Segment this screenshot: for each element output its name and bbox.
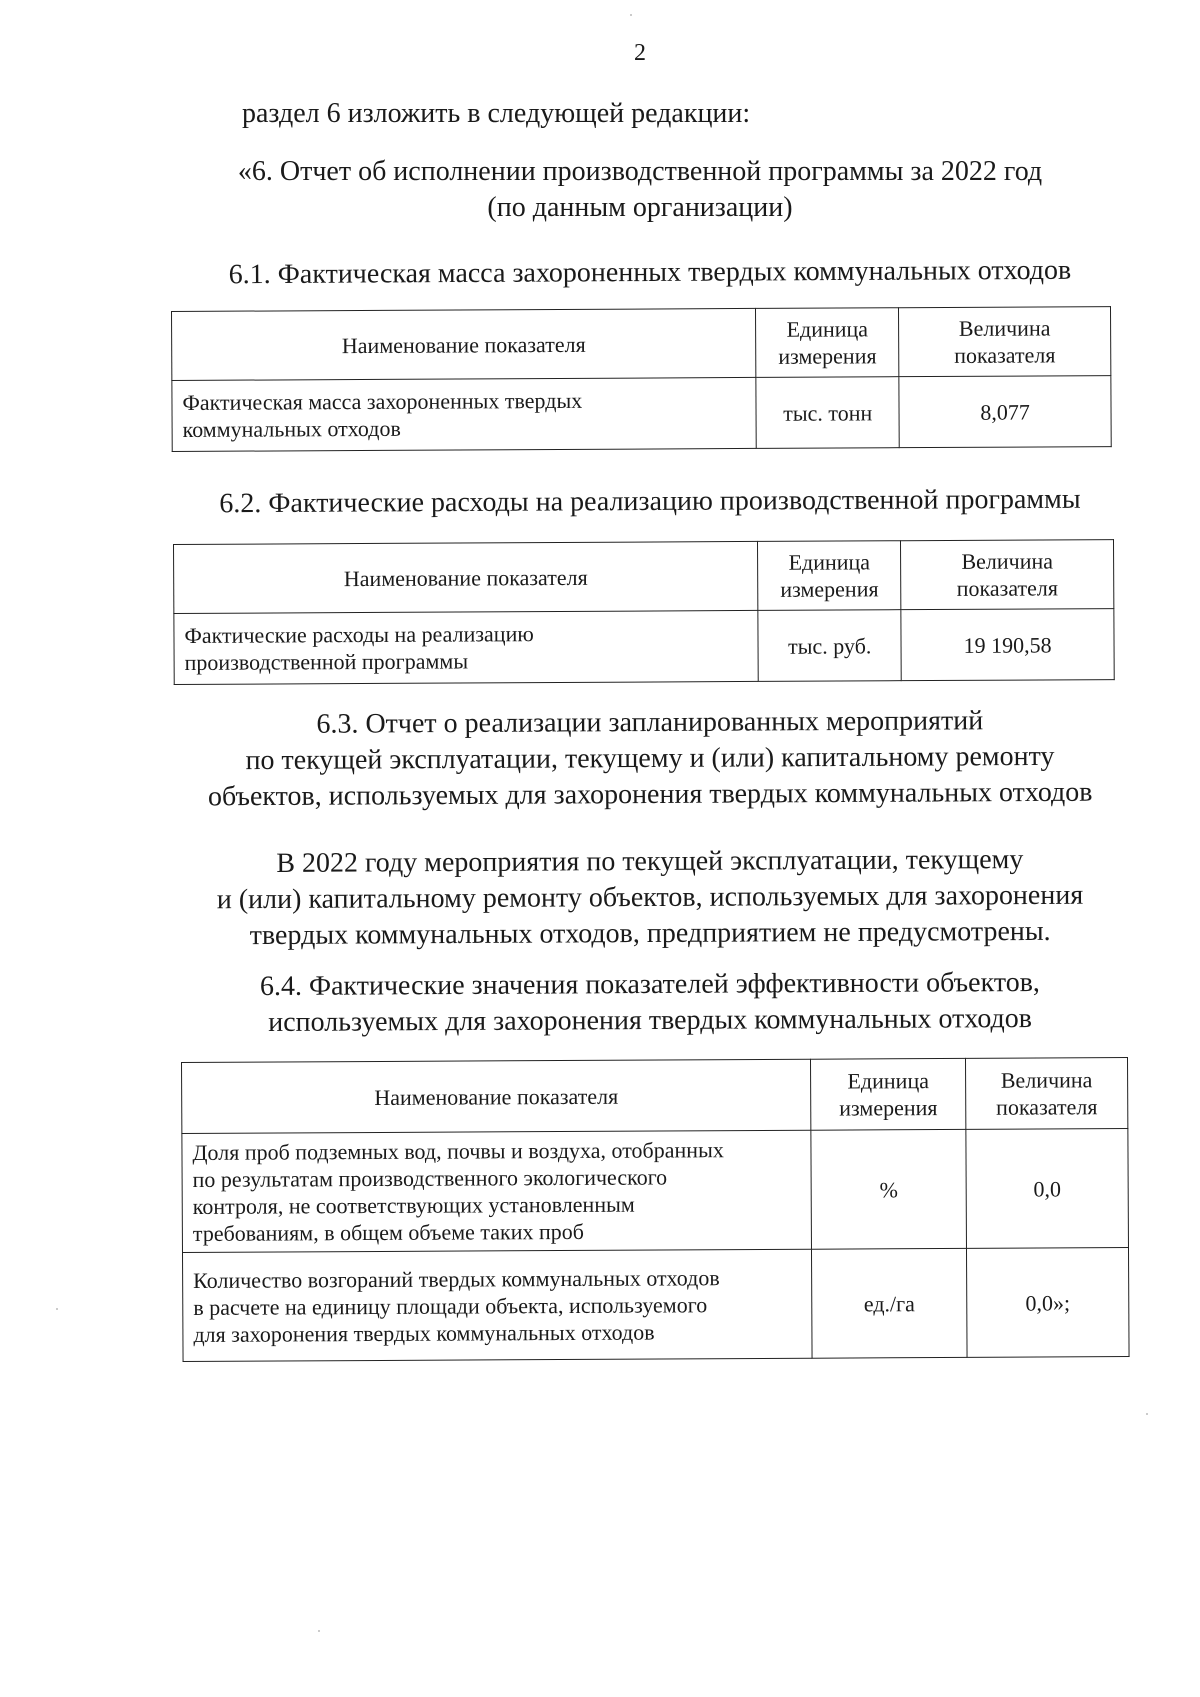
row-value: 0,0»; — [967, 1248, 1130, 1358]
subsection-6-3-title-line1: 6.3. Отчет о реализации запланированных мероприятий — [316, 705, 984, 740]
section-title-line1: «6. Отчет об исполнении производственной программы за 2022 год — [237, 156, 1043, 187]
section-title — [0, 154, 1200, 226]
header-unit-line1: Единица — [847, 1068, 930, 1094]
subsection-6-2-title — [0, 481, 1200, 524]
page-number: 2 — [634, 40, 646, 66]
row-name-line: в расчете на единицу площади объекта, используемого — [193, 1291, 708, 1320]
header-name: Наименование показателя — [174, 541, 759, 613]
section-title-line2: (по данным организации) — [487, 192, 793, 223]
paragraph-line3: твердых коммунальных отходов, предприятием не предусмотрены. — [249, 915, 1051, 952]
header-unit — [756, 308, 899, 378]
paragraph-line2: и (или) капитальному ремонту объектов, используемых для захоронения — [216, 879, 1084, 916]
header-value-line1: Величина — [961, 548, 1054, 574]
subsection-6-2-title-text: 6.2. Фактические расходы на реализацию производственной программы — [219, 483, 1081, 520]
table-header-row — [174, 540, 1114, 614]
row-unit: ед./га — [812, 1248, 967, 1358]
row-unit: тыс. руб. — [758, 610, 901, 682]
header-value-line1: Величина — [1000, 1067, 1093, 1093]
subsection-6-4-title-line1: 6.4. Фактические значения показателей эффективности объектов, — [259, 966, 1040, 1003]
table-row — [174, 609, 1114, 685]
scan-speck — [1146, 1413, 1148, 1415]
header-value-line2: показателя — [996, 1094, 1098, 1120]
header-unit-line1: Единица — [786, 316, 869, 342]
row-name-line1: Фактическая масса захороненных твердых — [182, 387, 583, 415]
header-unit-line2: измерения — [780, 576, 879, 602]
header-unit-line2: измерения — [778, 343, 877, 369]
subsection-6-1-title-text: 6.1. Фактическая масса захороненных твердых коммунальных отходов — [228, 254, 1072, 291]
scan-speck — [56, 1308, 58, 1310]
header-unit — [811, 1058, 966, 1130]
subsection-6-4-title-line2: используемых для захоронения твердых коммунальных отходов — [268, 1003, 1033, 1038]
table-6-4 — [181, 1057, 1130, 1362]
row-name — [182, 1130, 812, 1252]
subsection-6-3-paragraph — [0, 841, 1200, 956]
table-row — [172, 376, 1111, 452]
row-name-line: Количество возгораний твердых коммунальных отходов — [193, 1264, 720, 1293]
row-name-line: для захоронения твердых коммунальных отходов — [193, 1319, 655, 1347]
header-value-line1: Величина — [958, 315, 1051, 341]
row-value: 8,077 — [899, 376, 1111, 448]
row-value: 0,0 — [966, 1129, 1129, 1249]
header-unit-line2: измерения — [839, 1095, 938, 1121]
header-unit-line1: Единица — [788, 549, 871, 575]
header-name: Наименование показателя — [172, 308, 757, 380]
row-unit: % — [811, 1129, 967, 1249]
subsection-6-4-title — [0, 964, 1200, 1043]
table-6-2 — [173, 539, 1115, 685]
table-row — [182, 1248, 1129, 1362]
subsection-6-3-title-line2: по текущей эксплуатации, текущему и (или) капитальному ремонту — [245, 740, 1055, 777]
subsection-6-3-title — [0, 702, 1200, 817]
scan-speck — [630, 14, 632, 16]
subsection-6-1-title — [0, 252, 1200, 295]
row-name-line2: производственной программы — [184, 648, 469, 675]
header-value — [901, 540, 1114, 610]
table-row — [182, 1129, 1129, 1253]
row-name — [182, 1249, 812, 1361]
paragraph-line1: В 2022 году мероприятия по текущей эксплуатации, текущему — [276, 844, 1024, 879]
row-name — [174, 610, 759, 684]
row-name-line: требованиям, в общем объеме таких проб — [192, 1218, 585, 1246]
intro-text: раздел 6 изложить в следующей редакции: — [242, 98, 751, 129]
header-value-line2: показателя — [956, 575, 1059, 601]
row-name — [172, 377, 757, 451]
header-value — [966, 1058, 1128, 1130]
row-name-line: контроля, не соответствующих установленным — [192, 1191, 635, 1219]
row-name-line2: коммунальных отходов — [182, 415, 401, 442]
header-name: Наименование показателя — [182, 1059, 812, 1133]
header-value — [899, 307, 1111, 377]
table-6-1 — [171, 306, 1112, 452]
table-header-row — [172, 307, 1111, 381]
table-header-row — [182, 1058, 1128, 1134]
row-name-line1: Фактические расходы на реализацию — [184, 621, 534, 648]
row-value: 19 190,58 — [901, 609, 1114, 681]
row-unit: тыс. тонн — [756, 377, 899, 449]
header-unit — [758, 541, 901, 611]
row-name-line: по результатам производственного экологического — [192, 1164, 668, 1192]
scan-speck — [318, 1630, 320, 1632]
header-value-line2: показателя — [954, 342, 1056, 368]
row-name-line: Доля проб подземных вод, почвы и воздуха, отобранных — [192, 1137, 724, 1165]
subsection-6-3-title-line3: объектов, используемых для захоронения твердых коммунальных отходов — [207, 776, 1093, 813]
